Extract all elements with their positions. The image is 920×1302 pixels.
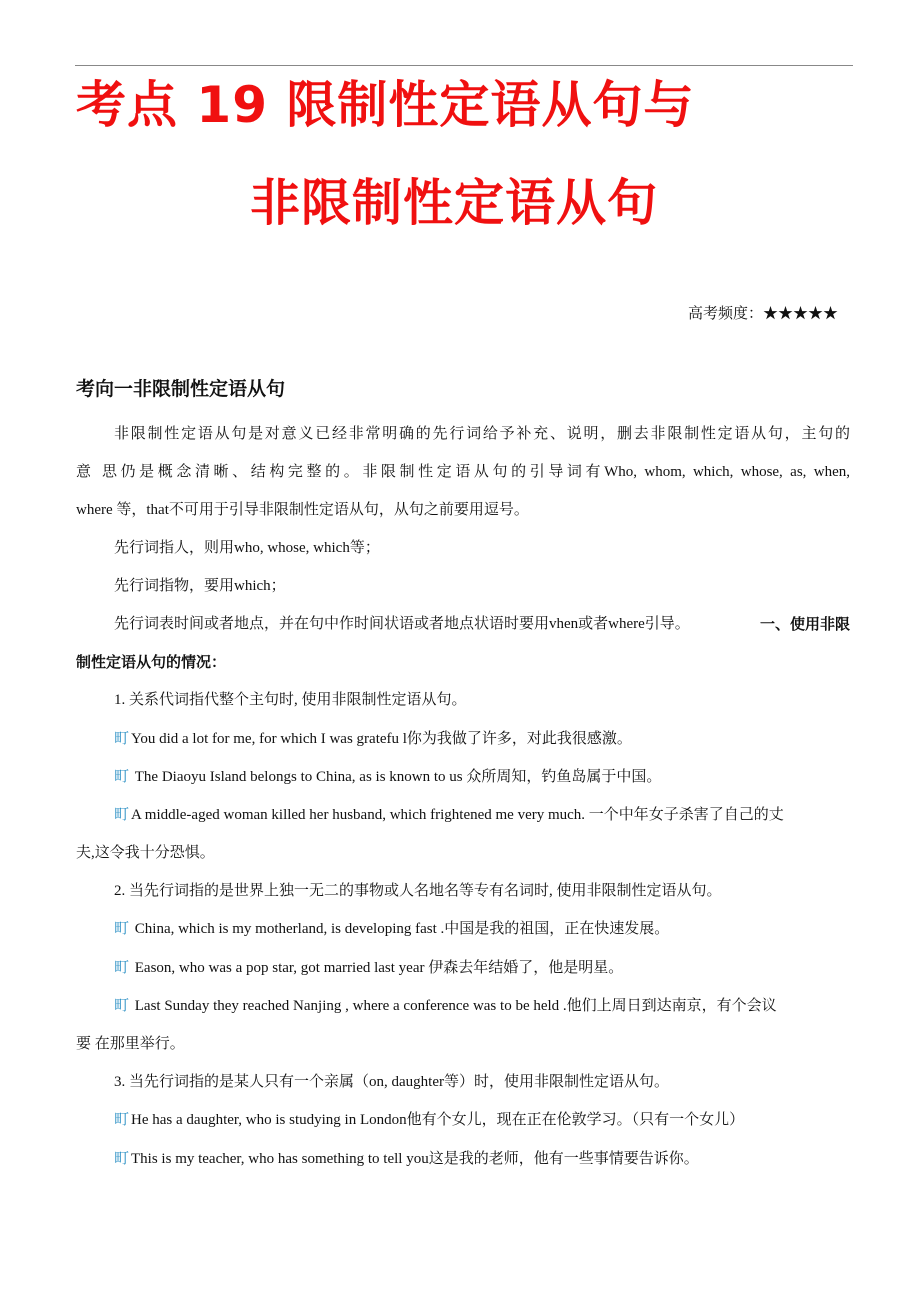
example [76, 919, 850, 939]
marker-icon: 町 [114, 921, 130, 937]
marker-icon: 町 [114, 731, 130, 747]
example [76, 996, 850, 1016]
subheading-1-cont: 制性定语从句的情况： [76, 653, 227, 671]
rule-3: 3. 当先行词指的是某人只有一个亲属（on, daughter等）时，使用非限制性定语从句。 [114, 1074, 669, 1090]
marker-icon: 町 [114, 960, 130, 976]
paragraph-line [76, 614, 850, 634]
rule-1: 1. 关系代词指代整个主句时, 使用非限制性定语从句。 [114, 692, 467, 708]
example [76, 805, 850, 825]
example [76, 729, 850, 749]
example [76, 958, 850, 978]
example [76, 1149, 850, 1169]
title-line-2: 非限制性定语从句 [250, 174, 658, 232]
example-text: China, which is my motherland, is developing fast .中国是我的祖国，正在快速发展。 [131, 921, 670, 937]
marker-icon: 町 [114, 807, 130, 823]
paragraph-line: 先行词指物，要用which； [114, 578, 286, 594]
example [76, 767, 850, 787]
example-text: You did a lot for me, for which I was gratefu l你为我做了许多，对此我很感激。 [131, 731, 632, 747]
subheading-1-part: 一、使用非限 [759, 615, 850, 633]
marker-icon: 町 [114, 1151, 130, 1167]
example-cont: 要 在那里举行。 [76, 1036, 185, 1052]
rule-2: 2. 当先行词指的是世界上独一无二的事物或人名地名等专有名词时, 使用非限制性定语从句。 [114, 883, 722, 899]
section-heading: 考向一非限制性定语从句 [76, 378, 286, 400]
example-text: Last Sunday they reached Nanjing , where a conference was to be held .他们上周日到达南京，有个会议 [131, 998, 777, 1014]
frequency-stars: ★★★★★ [762, 306, 838, 322]
marker-icon: 町 [114, 1112, 130, 1128]
example-text: The Diaoyu Island belongs to China, as is known to us 众所周知，钓鱼岛属于中国。 [131, 769, 662, 785]
example-text: Eason, who was a pop star, got married last year 伊森去年结婚了，他是明星。 [131, 960, 624, 976]
example-text: This is my teacher, who has something to tell you这是我的老师，他有一些事情要告诉你。 [131, 1151, 699, 1167]
paragraph-line: 先行词指人，则用who, whose, which等； [114, 540, 380, 556]
marker-icon: 町 [114, 769, 130, 785]
example-text: He has a daughter, who is studying in London他有个女儿，现在正在伦敦学习。（只有一个女儿） [131, 1112, 745, 1128]
marker-icon: 町 [114, 998, 130, 1014]
example-text: A middle-aged woman killed her husband, which frightened me very much. 一个中年女子杀害了自己的丈 [131, 807, 784, 823]
example [76, 1110, 850, 1130]
example-cont: 夫,这令我十分恐惧。 [76, 845, 215, 861]
paragraph-line: 意 思仍是概念清晰、结构完整的。非限制性定语从句的引导词有Who, whom, which, whose, as, when, [76, 464, 850, 480]
frequency [688, 302, 838, 323]
title-line-1: 考点 19 限制性定语从句与 [76, 76, 695, 134]
paragraph-line: where 等，that不可用于引导非限制性定语从句，从句之前要用逗号。 [76, 502, 529, 518]
frequency-label: 高考频度： [687, 306, 763, 322]
paragraph-line: 非限制性定语从句是对意义已经非常明确的先行词给予补充、说明，删去非限制性定语从句，主句的 [114, 426, 850, 442]
header-rule [75, 65, 853, 66]
paragraph-text: 先行词表时间或者地点，并在句中作时间状语或者地点状语时要用vhen或者where引导。 [114, 616, 690, 632]
